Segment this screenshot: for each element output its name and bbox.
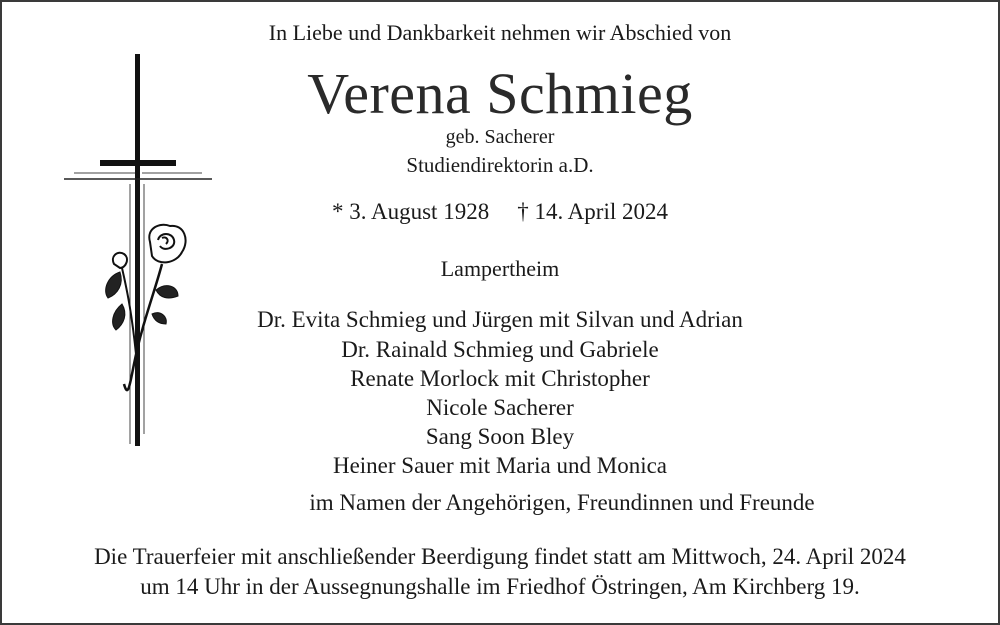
birth-date: * 3. August 1928 [332,199,490,224]
service-info-line: um 14 Uhr in der Aussegnungshalle im Friedhof Östringen, Am Kirchberg 19. [140,574,860,599]
deceased-name: Verena Schmieg [307,61,693,126]
family-member-line: Heiner Sauer mit Maria und Monica [332,453,668,478]
family-member-line: Dr. Evita Schmieg und Jürgen mit Silvan und Adrian [257,307,743,332]
family-member-line: Dr. Rainald Schmieg und Gabriele [341,337,659,362]
death-date: † 14. April 2024 [517,199,668,224]
family-member-line: Sang Soon Bley [425,424,575,449]
maiden-name: geb. Sacherer [445,126,555,148]
city: Lampertheim [440,256,560,281]
family-member-line: Renate Morlock mit Christopher [350,366,650,391]
family-member-line: Nicole Sacherer [426,395,574,420]
life-dates [2,199,998,225]
intro-text: In Liebe und Dankbarkeit nehmen wir Abschied von [268,20,732,45]
on-behalf-text: im Namen der Angehörigen, Freundinnen und Freunde [309,490,815,515]
professional-title: Studiendirektorin a.D. [406,153,594,177]
service-info-line: Die Trauerfeier mit anschließender Beerdigung findet statt am Mittwoch, 24. April 2024 [94,544,906,569]
